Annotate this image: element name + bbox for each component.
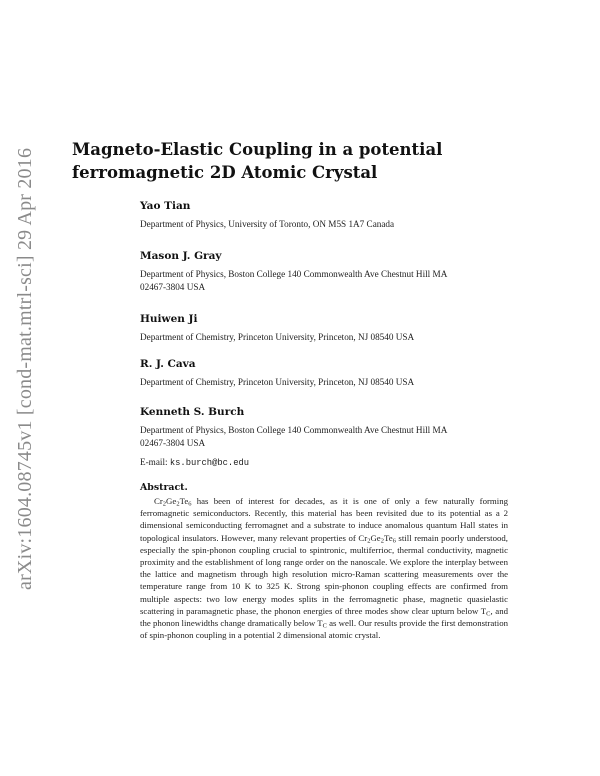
author-email: [140, 456, 540, 470]
author-affiliation: Department of Physics, Boston College 140 Commonwealth Ave Chestnut Hill MA: [140, 425, 448, 435]
author-affiliation: Department of Physics, University of Toronto, ON M5S 1A7 Canada: [140, 219, 395, 229]
abstract-body: [140, 495, 508, 641]
email-label: E-mail:: [140, 457, 168, 467]
title-line-2: ferromagnetic 2D Atomic Crystal: [72, 163, 378, 182]
author-5: [140, 405, 540, 470]
abstract-heading: Abstract.: [140, 482, 188, 493]
author-name: R. J. Cava: [140, 358, 196, 370]
author-affiliation: 02467-3804 USA: [140, 282, 206, 292]
abstract-segment: has been of interest for decades, as it is one of only a few naturally forming ferromagnetic semiconductors. Recently, this material has been revisited due to its potential as a 2 dimensional semiconducting ferromagnet and a substrate to induce anomalous quantum Hall states in topological insulators. However, many relevant properties of: [140, 496, 508, 543]
paper-title: [72, 138, 512, 184]
author-affiliation: Department of Chemistry, Princeton University, Princeton, NJ 08540 USA: [140, 332, 415, 342]
email-address[interactable]: ks.burch@bc.edu: [169, 458, 250, 468]
author-3: [140, 312, 540, 344]
abstract-segment: still remain poorly understood, especially the spin-phonon coupling crucial to spintronic, multiferrioc, thermal conductivity, magnetic proximity and the establishment of long range order on the nanoscale. We explore the interplay between the lattice and magnetism through high resolution micro-Raman scattering measurements over the temperature range from 10 K to 325 K. Strong spin-phonon coupling effects are confirmed from multiple aspects: two low energy modes splits in the ferromagnetic phase, magnetic quasielastic scattering in paramagnetic phase, the phonon energies of three modes show clear upturn below T: [140, 532, 509, 616]
abstract-segment: , and the phonon linewidths change dramatically below T: [140, 605, 508, 629]
abstract-segment: as well. Our results provide the first demonstration of spin-phonon coupling in a potential 2 dimensional atomic crystal.: [140, 618, 508, 641]
formula: $Cr_2Ge_2Te_6$: [358, 532, 396, 545]
author-name: Yao Tian: [140, 200, 191, 212]
abstract: [140, 482, 508, 641]
tc-subscript: C: [322, 622, 327, 630]
author-name: Kenneth S. Burch: [140, 406, 245, 418]
author-affiliation: 02467-3804 USA: [140, 438, 206, 448]
author-2: [140, 249, 540, 294]
author-4: [140, 357, 540, 389]
title-line-1: Magneto-Elastic Coupling in a potential: [72, 140, 443, 159]
tc-subscript: C: [486, 610, 491, 618]
author-name: Mason J. Gray: [140, 250, 222, 262]
arxiv-identifier: arXiv:1604.08745v1 [cond-mat.mtrl-sci] 29 Apr 2016: [14, 147, 36, 590]
author-name: Huiwen Ji: [140, 313, 198, 325]
author-affiliation: Department of Chemistry, Princeton University, Princeton, NJ 08540 USA: [140, 377, 415, 387]
author-1: [140, 199, 540, 231]
formula: $Cr_2Ge_2Te_6$: [154, 496, 192, 508]
author-affiliation: Department of Physics, Boston College 140 Commonwealth Ave Chestnut Hill MA: [140, 269, 448, 279]
